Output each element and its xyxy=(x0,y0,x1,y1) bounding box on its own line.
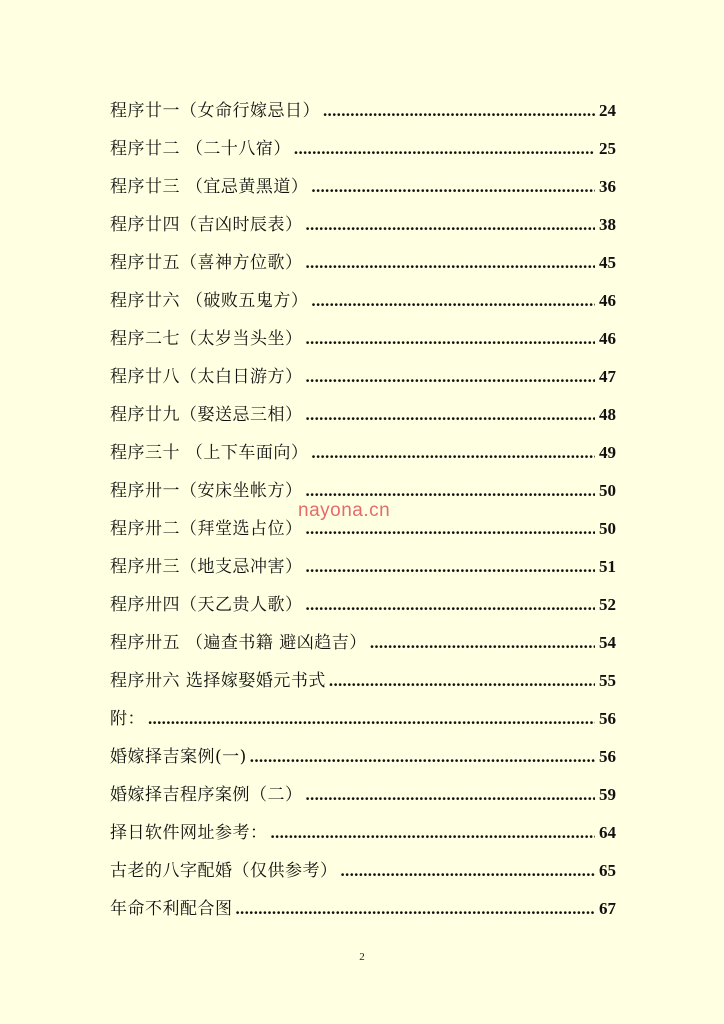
toc-entry[interactable] xyxy=(110,776,616,814)
dot-leader xyxy=(236,890,596,928)
toc-entry-title: 程序廿六 （破败五鬼方） xyxy=(110,291,309,311)
dot-leader xyxy=(306,320,596,358)
dot-leader xyxy=(311,168,595,206)
toc-entry-page: 67 xyxy=(599,899,616,918)
toc-entry-title: 程序廿九（娶送忌三相） xyxy=(110,405,303,425)
toc-entry-page: 48 xyxy=(599,405,616,424)
toc-entry[interactable] xyxy=(110,890,616,928)
toc-entry-page: 54 xyxy=(599,633,616,652)
toc-entry[interactable] xyxy=(110,206,616,244)
toc-entry[interactable] xyxy=(110,586,616,624)
dot-leader xyxy=(294,130,595,168)
toc-entry-page: 50 xyxy=(599,519,616,538)
toc-entry-page: 65 xyxy=(599,861,616,880)
toc-entry[interactable] xyxy=(110,434,616,472)
toc-entry-title: 程序卅二（拜堂选占位） xyxy=(110,519,303,539)
toc-entry-page: 24 xyxy=(599,101,616,120)
toc-entry-title: 程序廿五（喜神方位歌） xyxy=(110,253,303,273)
toc-entry[interactable] xyxy=(110,168,616,206)
toc-entry-title: 附： xyxy=(110,709,145,729)
toc-entry-title: 程序廿八（太白日游方） xyxy=(110,367,303,387)
toc-entry-title: 程序卅五 （遍查书籍 避凶趋吉） xyxy=(110,633,367,653)
toc-entry-page: 56 xyxy=(599,747,616,766)
dot-leader xyxy=(306,358,596,396)
toc-entry-title: 程序廿一（女命行嫁忌日） xyxy=(110,101,320,121)
dot-leader xyxy=(306,396,596,434)
toc-entry-title: 婚嫁择吉案例(一) xyxy=(110,747,247,767)
toc-entry-title: 程序卅六 选择嫁娶婚元书式 xyxy=(110,671,326,691)
toc-entry[interactable] xyxy=(110,548,616,586)
toc-entry[interactable] xyxy=(110,852,616,890)
toc-entry-page: 50 xyxy=(599,481,616,500)
dot-leader xyxy=(306,206,596,244)
dot-leader xyxy=(148,700,595,738)
toc-entry-page: 49 xyxy=(599,443,616,462)
toc-entry-title: 古老的八字配婚（仅供参考） xyxy=(110,861,338,881)
toc-entry-page: 45 xyxy=(599,253,616,272)
toc-entry-page: 64 xyxy=(599,823,616,842)
dot-leader xyxy=(341,852,596,890)
dot-leader xyxy=(306,548,596,586)
toc-entry-page: 25 xyxy=(599,139,616,158)
toc-entry[interactable] xyxy=(110,700,616,738)
toc-entry-title: 程序三十 （上下车面向） xyxy=(110,443,309,463)
toc-entry-page: 46 xyxy=(599,329,616,348)
toc-entry[interactable] xyxy=(110,396,616,434)
toc-entry-page: 47 xyxy=(599,367,616,386)
dot-leader xyxy=(306,244,596,282)
toc-entry[interactable] xyxy=(110,92,616,130)
toc-entry-title: 年命不利配合图 xyxy=(110,899,233,919)
toc-entry-title: 程序卅三（地支忌冲害） xyxy=(110,557,303,577)
page-number: 2 xyxy=(359,951,365,963)
dot-leader xyxy=(306,776,596,814)
toc-entry[interactable] xyxy=(110,130,616,168)
toc-entry-page: 36 xyxy=(599,177,616,196)
dot-leader xyxy=(329,662,595,700)
toc-entry-page: 55 xyxy=(599,671,616,690)
toc-entry[interactable] xyxy=(110,282,616,320)
toc-entry-title: 程序廿三 （宜忌黄黑道） xyxy=(110,177,309,197)
dot-leader xyxy=(370,624,595,662)
toc-entry-page: 51 xyxy=(599,557,616,576)
toc-entry-page: 56 xyxy=(599,709,616,728)
dot-leader xyxy=(250,738,595,776)
toc-entry[interactable] xyxy=(110,358,616,396)
dot-leader xyxy=(323,92,595,130)
dot-leader xyxy=(271,814,596,852)
toc-entry-title: 程序卅四（天乙贵人歌） xyxy=(110,595,303,615)
dot-leader xyxy=(306,586,596,624)
watermark: nayona.cn xyxy=(298,500,391,521)
toc-entry-title: 婚嫁择吉程序案例（二） xyxy=(110,785,303,805)
toc-entry-title: 程序廿二 （二十八宿） xyxy=(110,139,291,159)
toc-entry[interactable] xyxy=(110,814,616,852)
toc-entry[interactable] xyxy=(110,624,616,662)
toc-entry-page: 59 xyxy=(599,785,616,804)
toc-entry[interactable] xyxy=(110,662,616,700)
toc-entry[interactable] xyxy=(110,244,616,282)
toc-entry-title: 程序二七（太岁当头坐） xyxy=(110,329,303,349)
toc-entry[interactable] xyxy=(110,320,616,358)
toc-entry-title: 程序卅一（安床坐帐方） xyxy=(110,481,303,501)
toc-entry[interactable] xyxy=(110,738,616,776)
toc-entry-page: 52 xyxy=(599,595,616,614)
dot-leader xyxy=(311,434,595,472)
toc-entry-page: 38 xyxy=(599,215,616,234)
dot-leader xyxy=(311,282,595,320)
toc-entry-title: 择日软件网址参考： xyxy=(110,823,268,843)
toc-entry-title: 程序廿四（吉凶时辰表） xyxy=(110,215,303,235)
toc-entry-page: 46 xyxy=(599,291,616,310)
